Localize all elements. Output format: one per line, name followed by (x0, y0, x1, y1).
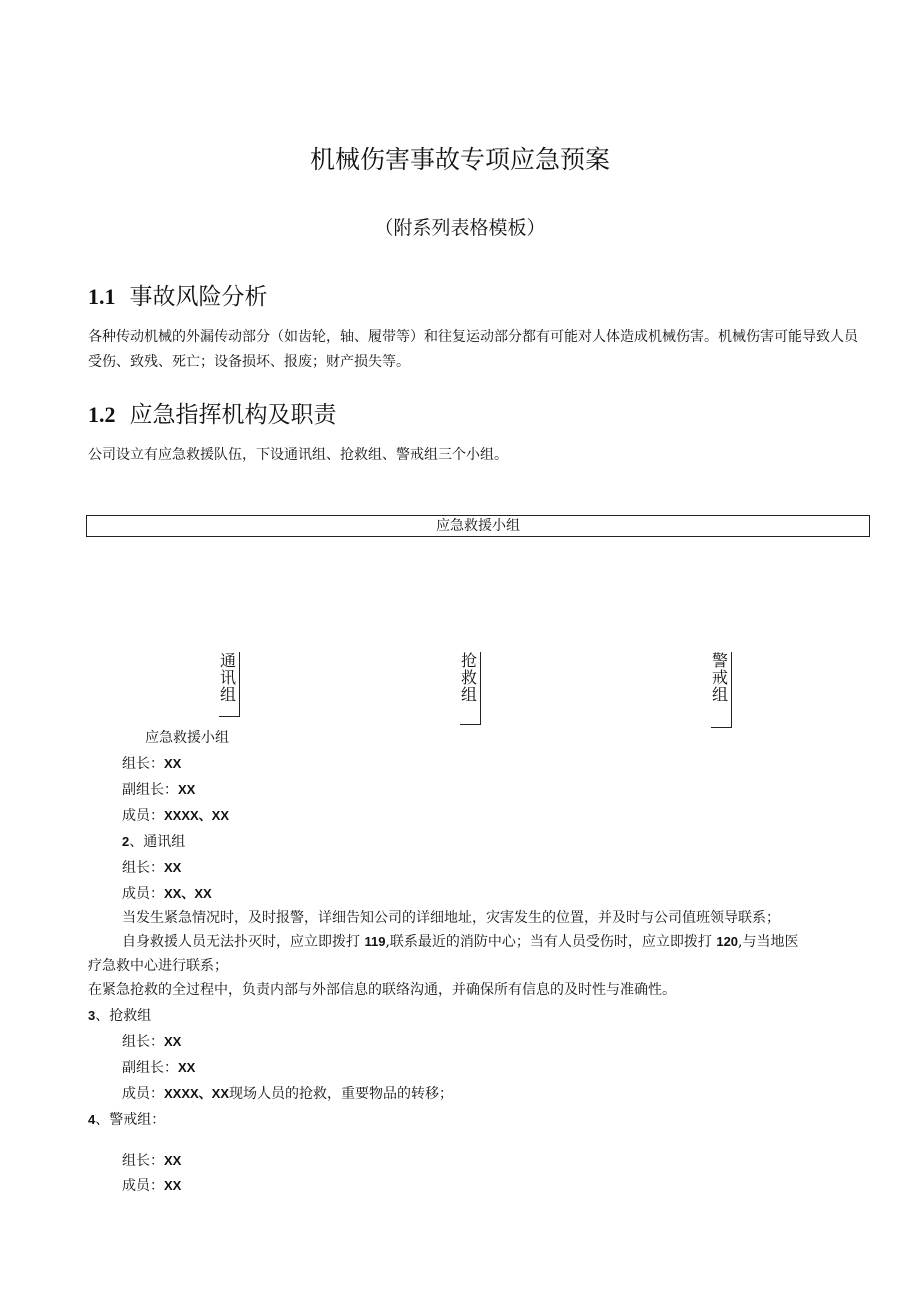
comm-duty-3: 在紧急抢救的全过程中，负责内部与外部信息的联络沟通，并确保所有信息的及时性与准确性。 (88, 982, 676, 998)
rescue-deputy-line: 副组长：XX (122, 1060, 196, 1076)
org-chart-box-rescue: 抢救组 (460, 652, 481, 725)
rescue-members-line: 成员：XXXX、XX现场人员的抢救，重要物品的转移； (122, 1086, 454, 1102)
security-members-line: 成员：XX (122, 1178, 182, 1194)
org-chart-box-security: 警戒组 (711, 652, 732, 728)
team-members-line: 成员：XXXX、XX (122, 808, 230, 824)
comm-duty-2: 自身救援人员无法扑灭时，应立即拨打 119,联系最近的消防中心；当有人员受伤时，应立即拨打 120,与当地医 (122, 934, 799, 950)
section-title: 应急指挥机构及职责 (129, 402, 337, 428)
org-chart-box-communications: 通讯组 (219, 652, 240, 717)
risk-analysis-paragraph: 各种传动机械的外漏传动部分（如齿轮，轴、履带等）和往复运动部分都有可能对人体造成机械伤害。机械伤害可能导致人员受伤、致残、死亡；设备损坏、报废；财产损失等。 (88, 329, 858, 370)
group-heading-emergency-team: 应急救援小组 (145, 730, 229, 746)
section-heading-1-1 (88, 278, 268, 311)
command-org-paragraph: 公司设立有应急救援队伍，下设通讯组、抢救组、警戒组三个小组。 (88, 447, 508, 463)
section-heading-1-2 (88, 396, 337, 429)
document-title: 机械伤害事故专项应急预案 (309, 145, 610, 174)
section-title: 事故风险分析 (129, 284, 268, 310)
comm-members-line: 成员：XX、XX (122, 886, 212, 902)
document-subtitle: （附系列表格模板） (374, 217, 546, 239)
comm-duty-2-cont: 疗急救中心进行联系； (88, 958, 228, 974)
security-leader-line: 组长：XX (122, 1153, 182, 1169)
comm-duty-1: 当发生紧急情况时，及时报警，详细告知公司的详细地址，灾害发生的位置，并及时与公司值班领导联系； (122, 910, 780, 926)
comm-leader-line: 组长：XX (122, 860, 182, 876)
group-heading-rescue: 3、抢救组 (88, 1008, 152, 1024)
rescue-leader-line: 组长：XX (122, 1034, 182, 1050)
org-chart-top-box: 应急救援小组 (86, 515, 870, 537)
section-number: 1.1 (88, 284, 116, 309)
team-leader-line: 组长：XX (122, 756, 182, 772)
group-heading-communications: 2、通讯组 (122, 834, 186, 850)
team-deputy-line: 副组长：XX (122, 782, 196, 798)
section-number: 1.2 (88, 402, 116, 427)
group-heading-security: 4、警戒组： (88, 1112, 166, 1128)
